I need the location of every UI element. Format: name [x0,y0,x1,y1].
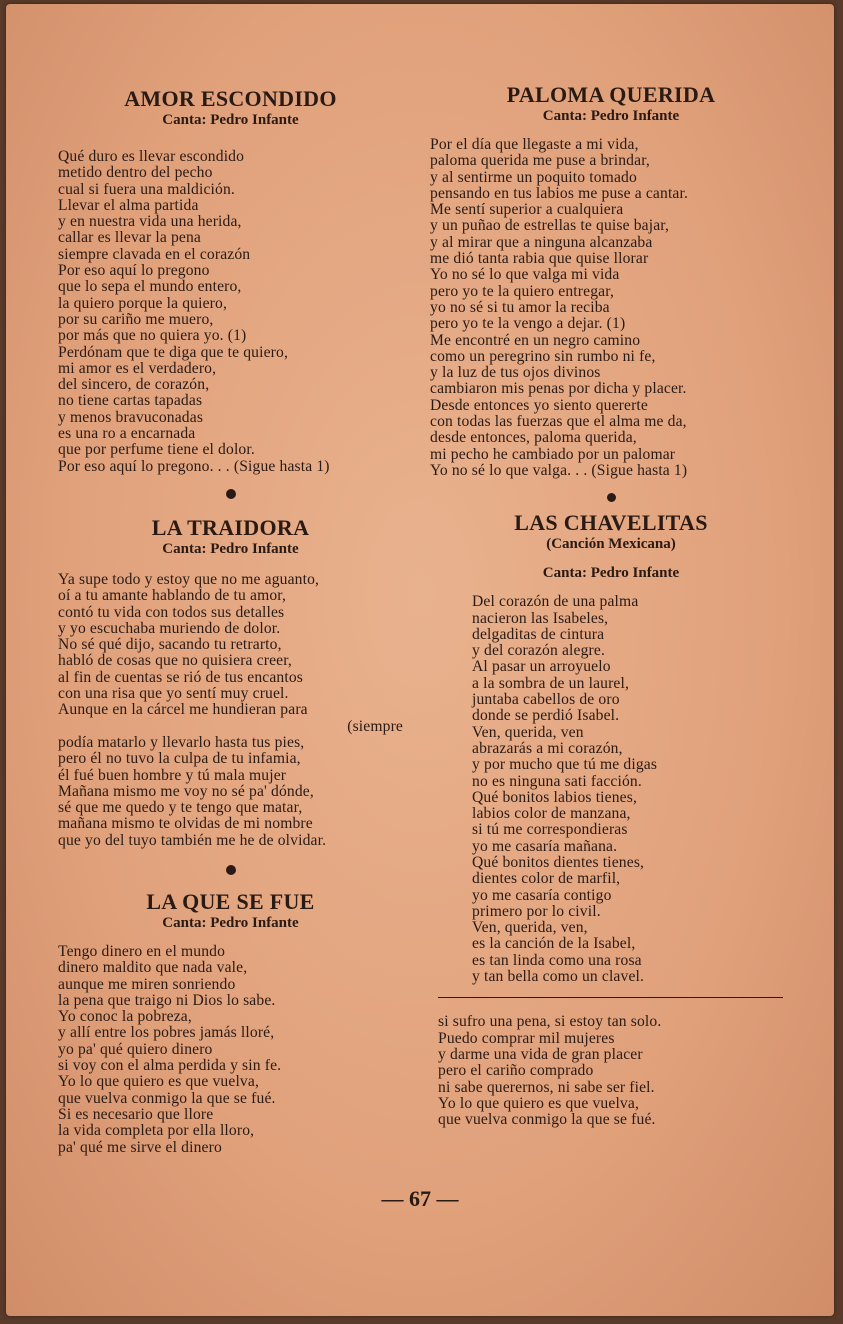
page-number: — 67 — [381,1186,459,1211]
lyric-line: yo me casaría contigo [472,886,612,904]
lyric-line: por su cariño me muero, [58,310,214,328]
lyric-line: con todas las fuerzas que el alma me da, [430,413,687,431]
divider-rule [438,997,783,998]
lyric-line: pensando en tus labios me puse a cantar. [430,184,689,202]
lyric-line: que yo del tuyo también me he de olvidar. [58,831,327,849]
songbook-page [6,4,834,1316]
lyric-line: abrazarás a mi corazón, [472,739,623,757]
lyric-line: No sé qué dijo, sacando tu retrarto, [58,636,282,654]
lyric-line: que por perfume tiene el dolor. [58,441,255,459]
lyric-line: Yo no sé lo que valga. . . (Sigue hasta 1) [430,461,688,479]
song-note: (Canción Mexicana) [546,536,676,553]
lyric-line: (siempre [347,717,403,735]
lyric-line: primero por lo civil. [472,902,601,920]
lyric-line: que vuelva conmigo la que se fué. [58,1089,276,1107]
song-title: LAS CHAVELITAS [514,510,708,536]
lyric-line: sé que me quedo y te tengo que matar, [58,799,303,817]
lyric-line: mi amor es el verdadero, [58,359,217,377]
lyric-line: yo pa' qué quiero dinero [58,1040,213,1058]
lyric-line: mañana mismo te olvidas de mi nombre [58,815,313,833]
lyric-line: callar es llevar la pena [58,229,201,247]
lyric-line: Yo lo que quiero es que vuelva, [58,1073,259,1091]
lyric-line: es tan linda como una rosa [472,951,642,969]
lyric-line: es la canción de la Isabel, [472,935,636,953]
lyric-line: yo me casaría mañana. [472,837,618,855]
lyric-line: nacieron las Isabeles, [472,609,609,627]
lyric-line: y la luz de tus ojos divinos [430,364,601,382]
lyric-line: podía matarlo y llevarlo hasta tus pies, [58,733,305,751]
right-column [430,82,792,1128]
song-amor-escondido [58,86,403,475]
lyric-line: Por eso aquí lo pregono [58,262,210,280]
lyric-line: por más que no quiera yo. (1) [58,327,247,345]
lyric-line: Ya supe todo y estoy que no me aguanto, [58,570,320,588]
lyric-line: Por eso aquí lo pregono. . . (Sigue hasta 1) [58,457,330,475]
song-lyrics-continued [430,1014,792,1128]
lyric-line: Aunque en la cárcel me hundieran para [58,701,308,719]
lyric-line: Ven, querida, ven [472,723,584,741]
lyric-line: es una ro a encarnada [58,425,196,443]
lyric-line: y yo escuchaba muriendo de dolor. [58,619,281,637]
lyric-line: Yo no sé lo que valga mi vida [430,266,620,284]
lyric-line: con una risa que yo sentí muy cruel. [58,685,289,703]
lyric-line: la pena que traigo ni Dios lo sabe. [58,991,276,1009]
separator-dot [226,489,236,499]
lyric-line: Al pasar un arroyuelo [472,658,611,676]
lyric-line: que lo sepa el mundo entero, [58,278,242,296]
lyric-line: que vuelva conmigo la que se fué. [438,1111,656,1129]
lyric-line: él fué buen hombre y tú mala mujer [58,766,287,784]
lyric-line: si tú me correspondieras [472,821,628,839]
lyric-line: pa' qué me sirve el dinero [58,1138,222,1156]
lyric-line: me dió tanta rabia que quise llorar [430,250,649,268]
lyric-line: Qué bonitos dientes tienes, [472,853,645,871]
lyric-line: pero yo te la quiero entregar, [430,282,614,300]
lyric-line: y del corazón alegre. [472,642,606,660]
lyric-line: Qué duro es llevar escondido [58,148,245,165]
lyric-line: Yo lo que quiero es que vuelva, [438,1094,639,1112]
song-title: AMOR ESCONDIDO [124,86,337,111]
song-singer: Canta: Pedro Infante [542,565,680,582]
lyric-line: siempre clavada en el corazón [58,245,251,263]
lyric-line: yo no sé si tu amor la reciba [430,298,610,316]
song-lyrics [430,594,792,985]
song-lyrics [430,137,792,479]
lyric-line: Perdónam que te diga que te quiero, [58,343,288,361]
lyric-line: oí a tu amante hablando de tu amor, [58,587,287,605]
lyric-line: Tengo dinero en el mundo [58,942,226,960]
lyric-line: y darme una vida de gran placer [438,1045,643,1063]
lyric-line: dinero maldito que nada vale, [58,959,248,977]
lyric-line: la vida completa por ella lloro, [58,1122,255,1140]
song-lyrics [58,572,403,849]
lyric-line: del sincero, de corazón, [58,376,210,394]
lyric-line: Puedo comprar mil mujeres [438,1029,615,1047]
lyric-line: metido dentro del pecho [58,164,213,182]
lyric-line: y tan bella como un clavel. [472,968,645,986]
lyric-line: como un peregrino sin rumbo ni fe, [430,347,656,365]
song-singer: Canta: Pedro Infante [162,540,299,557]
song-la-que-se-fue [58,889,403,1156]
lyric-line: al fin de cuentas se rió de tus encantos [58,668,304,686]
lyric-line: cual si fuera una maldición. [58,180,235,198]
lyric-line: habló de cosas que no quisiera creer, [58,652,292,670]
song-title: LA TRAIDORA [151,514,310,540]
lyric-line: y al mirar que a ninguna alcanzaba [430,233,653,251]
lyric-line: juntaba cabellos de oro [472,691,620,709]
separator-dot [607,493,616,502]
lyric-line: pero el cariño comprado [438,1062,594,1080]
song-title: LA QUE SE FUE [146,888,315,914]
song-singer: Canta: Pedro Infante [162,112,299,128]
lyric-line: Desde entonces yo siento quererte [430,396,648,414]
lyric-line: cambiaron mis penas por dicha y placer. [430,380,687,398]
lyric-line: ni sabe querernos, ni sabe ser fiel. [438,1078,655,1096]
lyric-line: pero él no tuvo la culpa de tu infamia, [58,750,301,768]
lyric-line: aunque me miren sonriendo [58,975,236,993]
lyric-line: desde entonces, paloma querida, [430,429,637,447]
lyric-line: Qué bonitos labios tienes, [472,788,638,806]
lyric-line: mi pecho he cambiado por un palomar [430,445,676,463]
lyric-line: Ven, querida, ven, [472,919,588,937]
lyric-line: si voy con el alma perdida y sin fe. [58,1057,282,1075]
song-singer: Canta: Pedro Infante [542,108,680,124]
song-paloma-querida [430,82,792,479]
lyric-line: Del corazón de una palma [472,593,639,611]
lyric-line: labios color de manzana, [472,805,631,823]
song-la-traidora [58,515,403,849]
lyric-line: Me encontré en un negro camino [430,331,641,349]
lyric-line: pero yo te la vengo a dejar. (1) [430,315,626,333]
lyric-line: no tiene cartas tapadas [58,392,203,410]
lyric-line: delgaditas de cintura [472,625,605,643]
left-column [58,86,403,1156]
lyric-line: dientes color de marfil, [472,870,621,888]
lyric-line: y en nuestra vida una herida, [58,213,242,231]
lyric-line: Yo conoc la pobreza, [58,1008,192,1026]
lyric-line: contó tu vida con todos sus detalles [58,603,285,621]
lyric-line: y allí entre los pobres jamás lloré, [58,1024,275,1042]
lyric-line: Por el día que llegaste a mi vida, [430,136,639,153]
lyric-line: y un puñao de estrellas te quise bajar, [430,217,670,235]
lyric-line: no es ninguna sati facción. [472,772,642,790]
song-lyrics [58,944,403,1156]
lyric-line: y por mucho que tú me digas [472,756,658,774]
song-lyrics [58,149,403,475]
lyric-line: y al sentirme un poquito tomado [430,168,637,186]
lyric-line: paloma querida me puse a brindar, [430,152,650,170]
lyric-line: Si es necesario que llore [58,1105,214,1123]
lyric-line: Me sentí superior a cualquiera [430,201,624,219]
song-singer: Canta: Pedro Infante [162,914,299,931]
song-las-chavelitas [430,510,792,985]
song-title: PALOMA QUERIDA [506,82,716,107]
lyric-line: y menos bravuconadas [58,408,204,426]
separator-dot [226,865,236,875]
lyric-line: donde se perdió Isabel. [472,707,620,725]
lyric-line: la quiero porque la quiero, [58,294,228,312]
lyric-line: si sufro una pena, si estoy tan solo. [438,1013,662,1031]
lyric-line: a la sombra de un laurel, [472,674,630,692]
lyric-line: Llevar el alma partida [58,196,199,214]
lyric-line: Mañana mismo me voy no sé pa' dónde, [58,782,314,800]
